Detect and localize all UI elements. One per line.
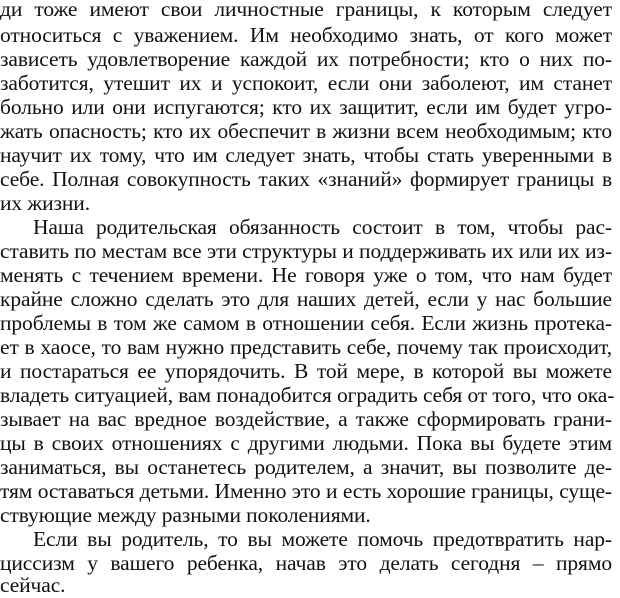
text-line: научит их тому, что им следует знать, чтобы стать уверенными в — [0, 143, 612, 167]
text-line: зависеть удовлетворение каждой их потребности; кто о них по- — [0, 47, 612, 71]
text-line: и постараться ее упорядочить. В той мере, в которой вы можете — [0, 359, 612, 383]
text-line: заботится, утешит их и успокоит, если они заболеют, им станет — [0, 71, 612, 95]
text-line: ставить по местам все эти структуры и поддерживать их или их из- — [0, 239, 612, 263]
text-line: владеть ситуацией, вам понадобится оградить себя от того, что ока- — [0, 383, 615, 407]
text-line: тям оставаться детьми. Именно это и есть хорошие границы, суще- — [0, 479, 612, 503]
text-line: заниматься, вы останетесь родителем, а значит, вы позволите де- — [0, 455, 612, 479]
paragraph-first-line: Если вы родитель, то вы можете помочь предотвратить нар- — [33, 527, 612, 551]
text-line: ет в хаосе, то вам нужно представить себе, почему так происходит, — [0, 335, 612, 359]
text-line: относиться с уважением. Им необходимо знать, от кого может — [0, 23, 612, 47]
text-line: ствующие между разными поколениями. — [0, 503, 371, 527]
text-line: ди тоже имеют свои личностные границы, к которым следует — [0, 0, 612, 21]
text-line: жать опасность; кто их обеспечит в жизни всем необходимым; кто — [0, 119, 612, 143]
text-line: сейчас. — [0, 573, 66, 597]
text-line: больно или они испугаются; кто их защитит, если им будет угро- — [0, 95, 612, 119]
paragraph-first-line: Наша родительская обязанность состоит в том, чтобы рас- — [33, 215, 612, 239]
text-line: цы в своих отношениях с другими людьми. Пока вы будете этим — [0, 431, 612, 455]
text-line: циссизм у вашего ребенка, начав это делать сегодня – прямо — [0, 551, 612, 575]
text-line: проблемы в том же самом в отношении себя. Если жизнь протека- — [0, 311, 612, 335]
text-line: зывает на вас вредное воздействие, а также сформировать грани- — [0, 407, 612, 431]
text-line: их жизни. — [0, 191, 90, 215]
text-line: себе. Полная совокупность таких «знаний» формирует границы в — [0, 167, 612, 191]
text-line: менять с течением времени. Не говоря уже о том, что нам будет — [0, 263, 612, 287]
text-line: крайне сложно сделать это для наших детей, если у нас большие — [0, 287, 612, 311]
